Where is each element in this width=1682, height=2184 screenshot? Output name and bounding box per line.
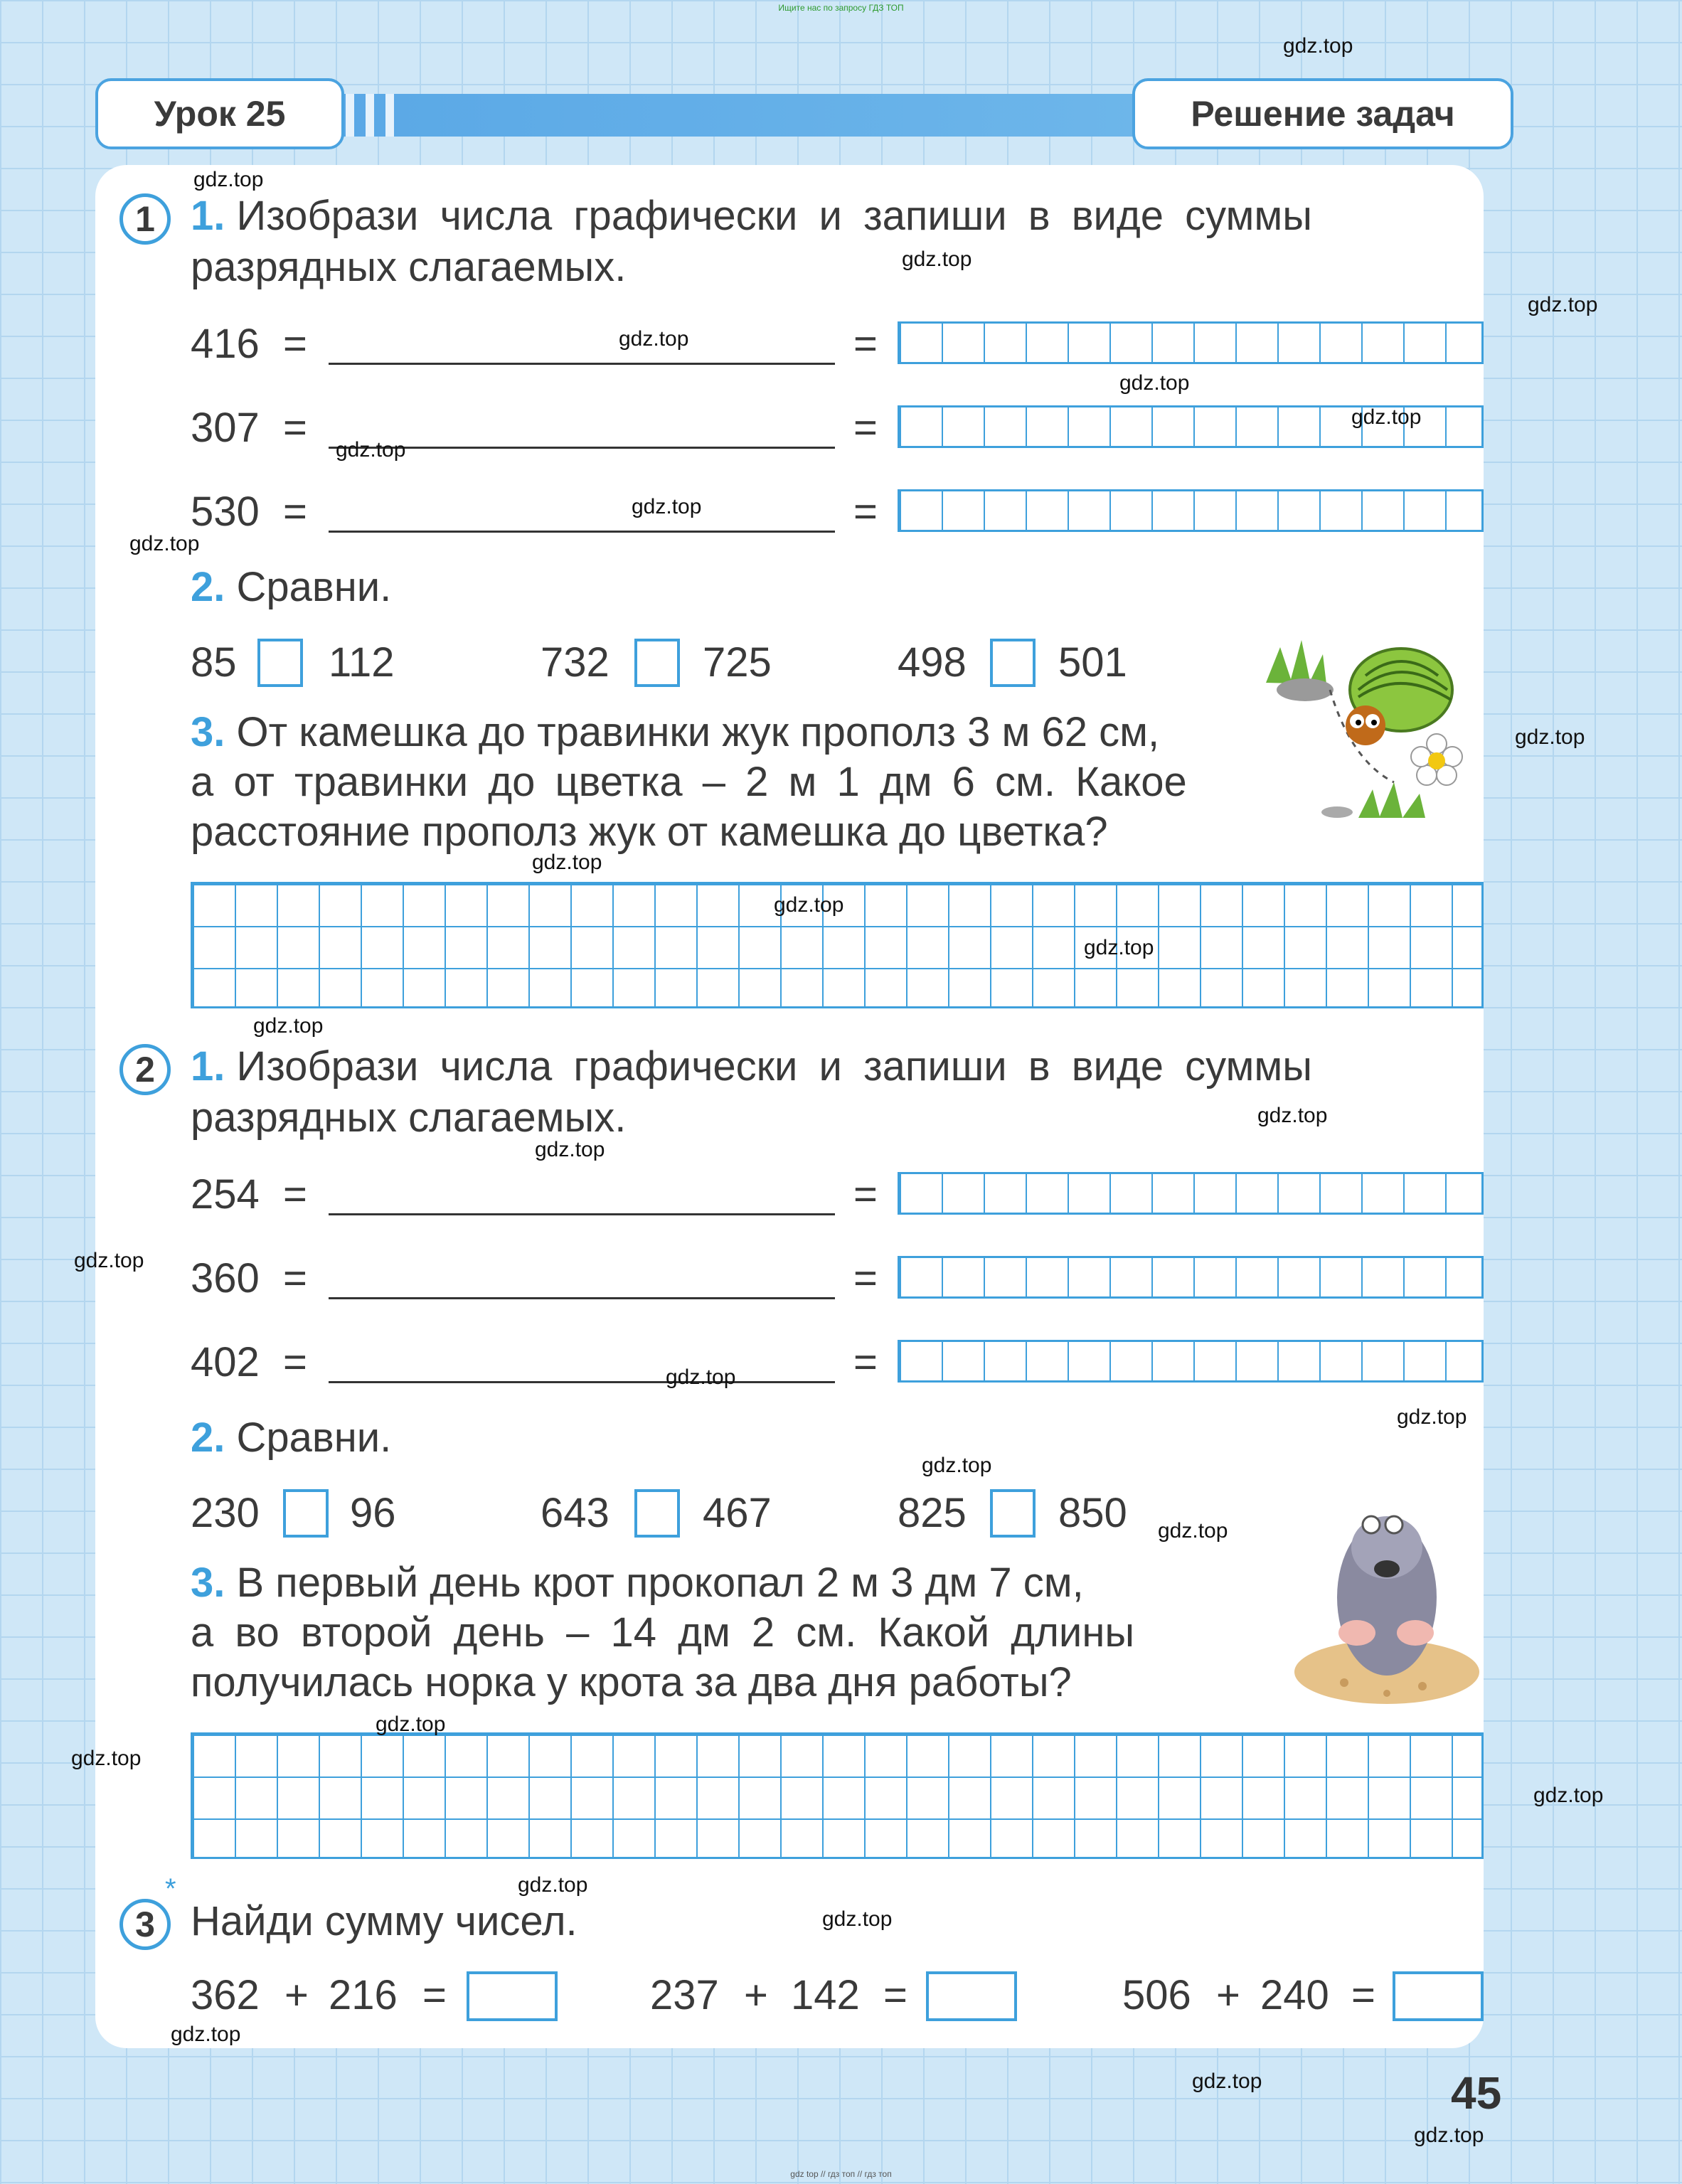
sum2-a: 237 <box>650 1972 719 2018</box>
v1-task2-title <box>191 563 391 611</box>
v1-row2-number: 307 <box>191 405 260 451</box>
v2-task3-number: 3. <box>191 1560 225 1606</box>
v2-row2-eq: = <box>283 1255 307 1301</box>
watermark: gdz.top <box>1283 34 1353 58</box>
v2-task3-answer-grid[interactable] <box>191 1732 1484 1859</box>
v2-row3-number: 402 <box>191 1339 260 1385</box>
v2-row2-number: 360 <box>191 1255 260 1301</box>
v2-row2-eq2: = <box>853 1255 878 1301</box>
watermark: gdz.top <box>74 1249 144 1272</box>
page-number: 45 <box>1451 2067 1502 2119</box>
v1-row1-eq2: = <box>853 321 878 367</box>
v1-task1-line1 <box>191 192 1312 240</box>
sum3-eq: = <box>1351 1972 1375 2018</box>
variant-1-badge: 1 <box>119 193 171 245</box>
v1-task3-line3: расстояние прополз жук от камешка до цветка? <box>191 809 1108 855</box>
v1-compare2-box[interactable] <box>634 639 680 687</box>
watermark: gdz.top <box>532 851 602 874</box>
v2-row2-answer-line[interactable] <box>329 1297 835 1299</box>
v1-compare2-left: 732 <box>541 639 610 686</box>
v2-task1-text: Изобрази числа графически и запиши в виде суммы <box>236 1043 1312 1090</box>
watermark: gdz.top <box>1414 2124 1484 2147</box>
v2-compare1-left: 230 <box>191 1490 260 1536</box>
beetle-illustration <box>1252 626 1486 825</box>
v2-compare3-box[interactable] <box>990 1489 1036 1538</box>
v2-row3-eq: = <box>283 1339 307 1385</box>
v1-task1-number: 1. <box>191 193 225 239</box>
v2-row3-eq2: = <box>853 1339 878 1385</box>
v2-task1-line2: разрядных слагаемых. <box>191 1094 627 1141</box>
v1-row2-eq2: = <box>853 405 878 451</box>
v1-task3-text1: От камешка до травинки жук прополз 3 м 62 см, <box>236 709 1160 755</box>
v2-compare2-right: 467 <box>703 1490 772 1536</box>
v2-row1-eq2: = <box>853 1171 878 1218</box>
watermark: gdz.top <box>518 1873 588 1897</box>
sum1-eq: = <box>422 1972 447 2018</box>
v1-row1-cells[interactable] <box>898 321 1484 364</box>
v1-task3-line2: а от травинки до цветка – 2 м 1 дм 6 см. Какое <box>191 759 1187 805</box>
v2-row1-answer-line[interactable] <box>329 1213 835 1215</box>
watermark: gdz.top <box>666 1365 736 1389</box>
watermark: gdz.top <box>774 893 844 917</box>
watermark: gdz.top <box>253 1014 324 1038</box>
v1-task3-number: 3. <box>191 709 225 755</box>
sum2-eq: = <box>883 1972 907 2018</box>
variant-3-badge: 3 <box>119 1899 171 1950</box>
watermark: gdz.top <box>822 1907 893 1931</box>
variant-2-badge: 2 <box>119 1044 171 1095</box>
sum3-a: 506 <box>1122 1972 1191 2018</box>
bottom-note: gdz top // гдз топ // гдз топ <box>790 2169 892 2179</box>
v1-row1-eq: = <box>283 321 307 367</box>
v1-task3-line1 <box>191 708 1159 756</box>
watermark: gdz.top <box>1397 1405 1467 1429</box>
v1-compare3-box[interactable] <box>990 639 1036 687</box>
v1-row3-cells[interactable] <box>898 489 1484 532</box>
v1-row3-number: 530 <box>191 489 260 535</box>
v1-compare1-left: 85 <box>191 639 237 686</box>
watermark: gdz.top <box>1192 2070 1262 2093</box>
v2-task2-text: Сравни. <box>236 1415 392 1461</box>
v2-task2-number: 2. <box>191 1415 225 1461</box>
v2-task3-line1 <box>191 1559 1084 1607</box>
v2-row1-eq: = <box>283 1171 307 1218</box>
sum3-op: + <box>1216 1972 1240 2018</box>
v2-row2-cells[interactable] <box>898 1256 1484 1299</box>
sum2-op: + <box>744 1972 768 2018</box>
v1-row1-answer-line[interactable] <box>329 363 835 365</box>
v1-row3-eq: = <box>283 489 307 535</box>
v2-compare2-box[interactable] <box>634 1489 680 1538</box>
watermark: gdz.top <box>619 327 689 351</box>
v1-row1-number: 416 <box>191 321 260 367</box>
sum3-b: 240 <box>1260 1972 1329 2018</box>
v1-row3-eq2: = <box>853 489 878 535</box>
v2-row3-cells[interactable] <box>898 1340 1484 1383</box>
sum1-a: 362 <box>191 1972 260 2018</box>
watermark: gdz.top <box>1528 293 1598 316</box>
v2-compare2-left: 643 <box>541 1490 610 1536</box>
v2-row3-answer-line[interactable] <box>329 1381 835 1383</box>
watermark: gdz.top <box>902 247 972 271</box>
header-strip <box>334 94 1138 137</box>
watermark: gdz.top <box>1084 936 1154 959</box>
task3-text: Найди сумму чисел. <box>191 1898 577 1944</box>
watermark: gdz.top <box>193 168 264 191</box>
watermark: gdz.top <box>922 1454 992 1477</box>
v1-task1-line2: разрядных слагаемых. <box>191 244 627 290</box>
v2-task3-line3: получилась норка у крота за два дня работы? <box>191 1659 1072 1705</box>
watermark: gdz.top <box>535 1138 605 1161</box>
v1-compare2-right: 725 <box>703 639 772 686</box>
v2-task1-line1 <box>191 1043 1312 1090</box>
watermark: gdz.top <box>1533 1784 1604 1807</box>
watermark: gdz.top <box>1257 1104 1328 1127</box>
mole-illustration <box>1280 1491 1486 1704</box>
v2-compare1-right: 96 <box>350 1490 396 1536</box>
v1-row3-answer-line[interactable] <box>329 531 835 533</box>
watermark: gdz.top <box>1119 371 1190 395</box>
sum3-answer-box[interactable] <box>1393 1971 1484 2021</box>
v1-task2-text: Сравни. <box>236 564 392 610</box>
v1-row2-eq: = <box>283 405 307 451</box>
v1-compare1-box[interactable] <box>257 639 303 687</box>
top-search-note: Ищите нас по запросу ГДЗ ТОП <box>778 3 904 13</box>
header-ticks <box>346 94 424 137</box>
sum1-b: 216 <box>329 1972 398 2018</box>
topic-label: Решение задач <box>1132 78 1513 149</box>
watermark: gdz.top <box>632 495 702 518</box>
v2-compare3-left: 825 <box>898 1490 967 1536</box>
v2-compare1-box[interactable] <box>283 1489 329 1538</box>
v2-task1-number: 1. <box>191 1043 225 1090</box>
sum2-b: 142 <box>791 1972 860 2018</box>
v2-row1-number: 254 <box>191 1171 260 1218</box>
v1-compare3-left: 498 <box>898 639 967 686</box>
v1-task1-text: Изобрази числа графически и запиши в виде суммы <box>236 193 1312 239</box>
v1-compare1-right: 112 <box>329 639 395 686</box>
v2-compare3-right: 850 <box>1058 1490 1127 1536</box>
sum1-answer-box[interactable] <box>467 1971 558 2021</box>
sum1-op: + <box>284 1972 309 2018</box>
lesson-label: Урок 25 <box>95 78 344 149</box>
watermark: gdz.top <box>171 2023 241 2046</box>
watermark: gdz.top <box>1515 725 1585 749</box>
v1-task2-number: 2. <box>191 564 225 610</box>
v1-compare3-right: 501 <box>1058 639 1127 686</box>
watermark: gdz.top <box>129 532 200 555</box>
watermark: gdz.top <box>376 1712 446 1736</box>
watermark: gdz.top <box>1158 1519 1228 1543</box>
v2-task3-line2: а во второй день – 14 дм 2 см. Какой длины <box>191 1609 1135 1656</box>
v2-task2-title <box>191 1414 391 1461</box>
star-icon: * <box>165 1873 176 1905</box>
watermark: gdz.top <box>71 1747 142 1770</box>
sum2-answer-box[interactable] <box>926 1971 1017 2021</box>
v2-task3-text1: В первый день крот прокопал 2 м 3 дм 7 см, <box>236 1560 1084 1606</box>
watermark: gdz.top <box>336 438 406 462</box>
watermark: gdz.top <box>1351 405 1422 429</box>
v2-row1-cells[interactable] <box>898 1172 1484 1215</box>
